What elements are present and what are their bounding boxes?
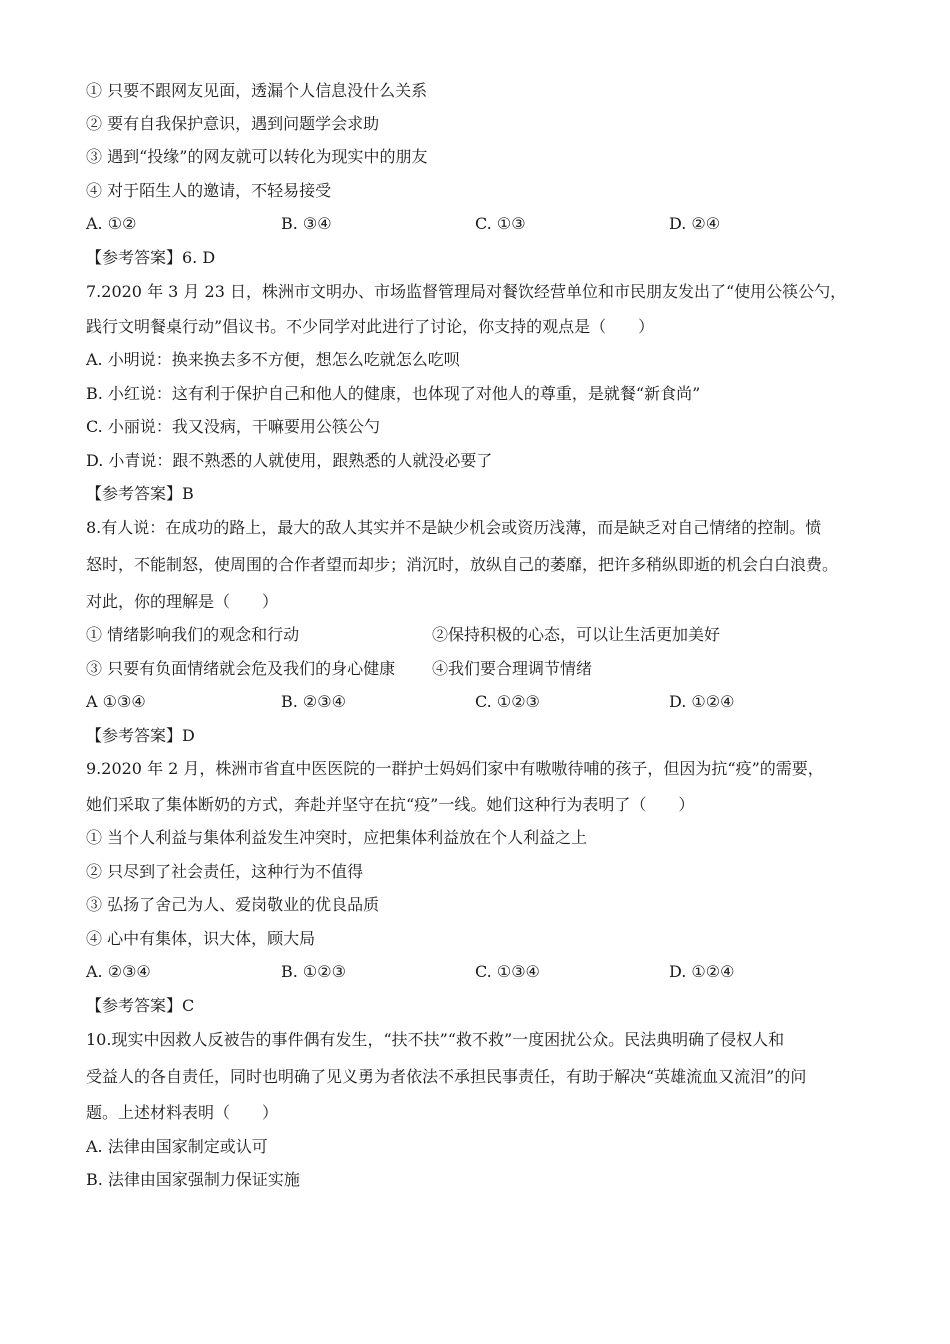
q6-option-a: A. ①② xyxy=(86,214,137,233)
q9-option-b: B. ①②③ xyxy=(281,962,346,981)
q6-option-d: D. ②④ xyxy=(669,214,721,233)
q10-stem-line-3: 题。上述材料表明（ ） xyxy=(86,1103,279,1122)
q9-stem-line-1: 9.2020 年 2 月，株洲市省直中医医院的一群护士妈妈们家中有嗷嗷待哺的孩子，但因为抗“疫”的需要， xyxy=(86,759,824,778)
q10-option-a: A. 法律由国家制定或认可 xyxy=(86,1137,268,1156)
q8-answer: 【参考答案】D xyxy=(86,726,195,745)
q8-option-d: D. ①②④ xyxy=(669,692,735,711)
q8-item-3: ③ 只要有负面情绪就会危及我们的身心健康 xyxy=(86,659,396,678)
q7-stem-line-2: 践行文明餐桌行动”倡议书。不少同学对此进行了讨论，你支持的观点是（ ） xyxy=(86,317,655,336)
q8-stem-line-3: 对此，你的理解是（ ） xyxy=(86,592,279,611)
q10-stem-line-1: 10.现实中因救人反被告的事件偶有发生，“扶不扶”“救不救”一度困扰公众。民法典明确了侵权人和 xyxy=(86,1030,785,1049)
q6-item-3: ③ 遇到“投缘”的网友就可以转化为现实中的朋友 xyxy=(86,147,428,166)
q7-option-c: C. 小丽说：我又没病，干嘛要用公筷公勺 xyxy=(86,417,380,436)
q10-option-b: B. 法律由国家强制力保证实施 xyxy=(86,1170,300,1189)
q8-item-2: ②保持积极的心态，可以让生活更加美好 xyxy=(432,625,721,644)
q9-item-4: ④ 心中有集体，识大体，顾大局 xyxy=(86,929,316,948)
q7-option-d: D. 小青说：跟不熟悉的人就使用，跟熟悉的人就没必要了 xyxy=(86,451,493,470)
q6-item-4: ④ 对于陌生人的邀请，不轻易接受 xyxy=(86,181,332,200)
q9-option-a: A. ②③④ xyxy=(86,962,151,981)
q8-stem-line-2: 怒时，不能制怒，使周围的合作者望而却步；消沉时，放纵自己的萎靡，把许多稍纵即逝的机会白白浪费。 xyxy=(86,555,839,574)
q6-option-b: B. ③④ xyxy=(281,214,332,233)
q9-option-c: C. ①③④ xyxy=(475,962,540,981)
q8-option-c: C. ①②③ xyxy=(475,692,540,711)
q9-answer: 【参考答案】C xyxy=(86,996,195,1015)
q9-stem-line-2: 她们采取了集体断奶的方式，奔赴并坚守在抗“疫”一线。她们这种行为表明了（ ） xyxy=(86,795,695,814)
q8-option-a: A ①③④ xyxy=(86,692,146,711)
q9-option-d: D. ①②④ xyxy=(669,962,735,981)
q6-option-c: C. ①③ xyxy=(475,214,526,233)
q10-stem-line-2: 受益人的各自责任，同时也明确了见义勇为者依法不承担民事责任，有助于解决“英雄流血又流泪”的问 xyxy=(86,1067,807,1086)
q6-item-1: ① 只要不跟网友见面，透漏个人信息没什么关系 xyxy=(86,81,428,100)
q6-answer: 【参考答案】6. D xyxy=(86,248,216,267)
q8-item-4: ④我们要合理调节情绪 xyxy=(432,659,593,678)
q7-stem-line-1: 7.2020 年 3 月 23 日，株洲市文明办、市场监督管理局对餐饮经营单位和市民朋友发出了“使用公筷公勺， xyxy=(86,282,847,301)
q8-option-b: B. ②③④ xyxy=(281,692,346,711)
q9-item-2: ② 只尽到了社会责任，这种行为不值得 xyxy=(86,862,364,881)
q8-item-1: ① 情绪影响我们的观念和行动 xyxy=(86,625,300,644)
q7-option-a: A. 小明说：换来换去多不方便，想怎么吃就怎么吃呗 xyxy=(86,350,460,369)
q8-stem-line-1: 8.有人说：在成功的路上，最大的敌人其实并不是缺少机会或资历浅薄，而是缺乏对自己情绪的控制。愤 xyxy=(86,518,822,537)
q7-answer: 【参考答案】B xyxy=(86,484,194,503)
q9-item-1: ① 当个人利益与集体利益发生冲突时，应把集体利益放在个人利益之上 xyxy=(86,828,588,847)
q7-option-b: B. 小红说：这有利于保护自己和他人的健康，也体现了对他人的尊重，是就餐“新食尚” xyxy=(86,384,701,403)
q9-item-3: ③ 弘扬了舍己为人、爱岗敬业的优良品质 xyxy=(86,895,380,914)
q6-item-2: ② 要有自我保护意识，遇到问题学会求助 xyxy=(86,114,380,133)
